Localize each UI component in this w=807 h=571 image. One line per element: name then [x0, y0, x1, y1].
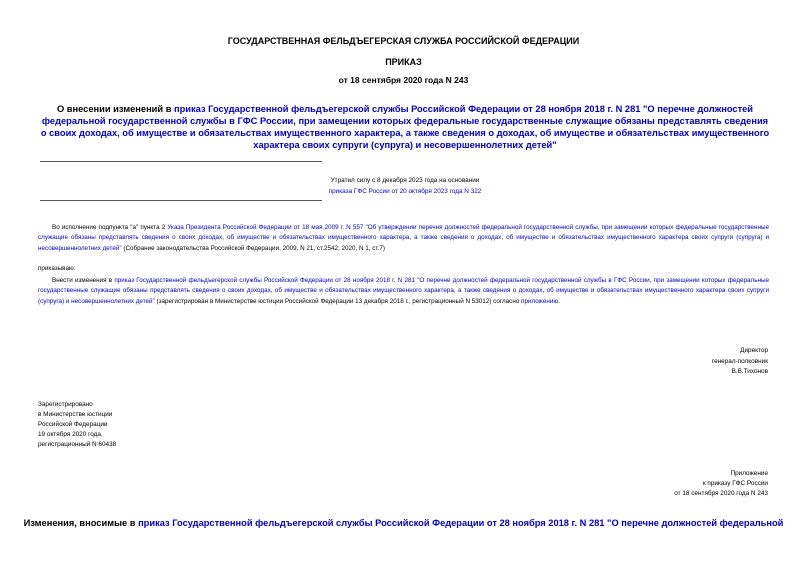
p3-middle: (зарегистрирован в Министерстве юстиции Российской Федерации 13 декабря 2018 г., регистрационный N 53012) согласно	[154, 297, 522, 305]
paragraph-basis	[38, 223, 769, 254]
signature-block	[712, 346, 768, 378]
document-title	[40, 103, 770, 151]
registration-line: 19 октября 2020 года,	[38, 431, 103, 438]
paragraph-amend	[38, 276, 769, 307]
annex-line: Приложение	[730, 470, 768, 477]
annex-block	[674, 469, 768, 499]
annex-line: от 18 сентября 2020 года N 243	[674, 490, 768, 497]
annex-link[interactable]: приложению	[521, 297, 559, 305]
registration-line: в Министерстве юстиции	[38, 411, 113, 418]
divider-top	[40, 161, 322, 162]
decree-link[interactable]: Указа Президента Российской Федерации от 18 мая 2009 г. N 557 "Об утверждении перечня должностей федеральной государственной службы, при замещении которых федеральные государственные служащие обязаны представлять сведения о своих доходах, об имуществе и обязательствах имущественного характера, а также сведения о доходах, об имуществе и обязательствах имущественного характера своих супруги (супруга) и несовершеннолетних детей"	[38, 224, 769, 252]
registration-line: Зарегистрировано	[38, 401, 93, 408]
doc-type: ПРИКАЗ	[385, 57, 422, 67]
paragraph-order: приказываю:	[38, 265, 76, 272]
expired-note	[300, 175, 510, 197]
registration-block	[38, 400, 116, 450]
signature-position: Директор	[740, 347, 768, 354]
title-link[interactable]: приказ Государственной фельдъегерской службы Российской Федерации от 28 ноября 2018 г. N 281 "О перечне должностей федеральной государственной службы в ГФС России, при замещении которых федеральные государственные служащие обязаны представлять сведения о своих доходах, об имуществе и обязательствах имущественного характера, а также сведения о доходах, об имуществе и обязательствах имущественного характера своих супруги (супруга) и несовершеннолетних детей"	[40, 104, 770, 150]
annex-line: к приказу ГФС России	[702, 480, 768, 487]
expired-text: Утратил силу с 8 декабря 2023 года на основании	[330, 177, 480, 184]
annex-title-link[interactable]: приказ Государственной фельдъегерской службы Российской Федерации от 28 ноября 2018 г. N 281 "О перечне должностей федеральной	[138, 518, 784, 528]
p3-prefix: Внести изменения в	[52, 277, 115, 284]
agency-name: ГОСУДАРСТВЕННАЯ ФЕЛЬДЪЕГЕРСКАЯ СЛУЖБА РОССИЙСКОЙ ФЕДЕРАЦИИ	[227, 36, 580, 46]
title-prefix: О внесении изменений в	[56, 104, 174, 114]
annex-title-prefix: Изменения, вносимые в	[23, 518, 139, 528]
registration-line: регистрационный N 60438	[38, 441, 117, 448]
signature-name: В.В.Тихонов	[731, 368, 768, 375]
p1-suffix: (Собрание законодательства Российской Федерации, 2009, N 21, ст.2542; 2020, N 1, ст.7)	[121, 244, 385, 252]
doc-date-number: от 18 сентября 2020 года N 243	[338, 75, 469, 85]
annex-title	[0, 518, 807, 528]
p1-prefix: Во исполнение подпункта "а" пункта 2	[52, 224, 168, 231]
divider-bottom	[40, 200, 322, 201]
order-281-link[interactable]: приказ Государственной фельдъегерской службы Российской Федерации от 28 ноября 2018 г. N 281 "О перечне должностей федеральной государственной службы в ГФС России, при замещении которых федеральные государственные служащие обязаны представлять сведения о своих доходах, об имуществе и обязательствах имущественного характера, а также сведения о доходах, об имуществе и обязательствах имущественного характера своих супруги (супруга) и несовершеннолетних детей"	[38, 277, 769, 305]
registration-line: Российской Федерации	[38, 421, 108, 428]
p3-end: .	[558, 297, 560, 305]
expired-link[interactable]: приказа ГФС России от 20 октября 2023 года N 322	[328, 188, 482, 195]
signature-rank: генерал-полковник	[711, 357, 768, 365]
